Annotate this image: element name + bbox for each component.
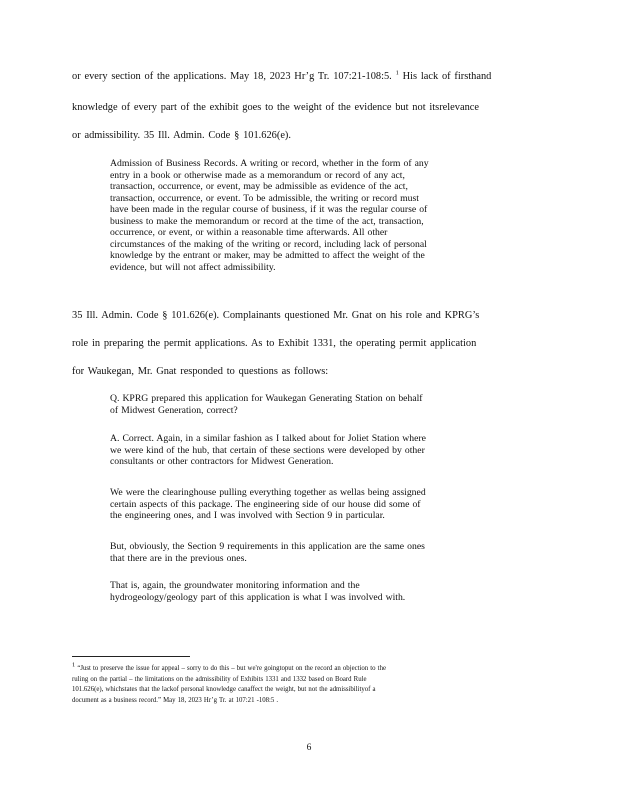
footnote-text: “Just to preserve the issue for appeal – sorry to do this – but we're goingtoput on the record an objection to the	[75, 665, 386, 672]
rule-quote-line: transaction, occurrence, or event. To be admissible, the writing or record must	[110, 192, 419, 204]
testimony-line: hydrogeology/geology part of this application is what I was involved with.	[110, 591, 406, 603]
rule-quote-line: Admission of Business Records. A writing or record, whether in the form of any	[110, 158, 429, 169]
testimony-line: A. Correct. Again, in a similar fashion as I talked about for Joliet Station where	[110, 433, 426, 444]
page-number: 6	[306, 743, 312, 753]
rule-quote-line: occurrence, or event, or within a reasonable time afterwards. All other	[110, 227, 388, 238]
rule-quote-line: have been made in the regular course of business, if it was the regular course of	[110, 204, 428, 215]
body-line-1-tail: His lack of firsthand	[398, 71, 492, 82]
testimony-line: Q. KPRG prepared this application for Waukegan Generating Station on behalf	[110, 393, 423, 404]
rule-quote-line: business to make the memorandum or record at the time of the act, transaction,	[110, 215, 424, 227]
testimony-line: the engineering ones, and I was involved with Section 9 in particular.	[110, 510, 385, 521]
testimony-line: We were the clearinghouse pulling everything together as wellas being assigned	[110, 487, 426, 498]
testimony-answer-3	[110, 541, 495, 564]
testimony-line: of Midwest Generation, correct?	[110, 404, 238, 416]
footnote-line: ruling on the partial – the limitations on the admissibility of Exhibits 1331 and 1332 based on Board Rule	[72, 675, 367, 683]
footnote	[72, 661, 534, 706]
testimony-line: consultants or other contractors for Midwest Generation.	[110, 456, 334, 467]
body-middle-line-1: 35 Ill. Admin. Code § 101.626(e). Complainants questioned Mr. Gnat on his role and KPRG’s	[72, 310, 480, 321]
footnote-line: document as a business record.” May 18, 2023 Hr’g Tr. at 107:21 -108:5 .	[72, 696, 279, 704]
testimony-line: That is, again, the groundwater monitoring information and the	[110, 580, 360, 591]
body-line-2: knowledge of every part of the exhibit goes to the weight of the evidence but not itsrelevance	[72, 102, 479, 113]
footnote-line-1	[72, 661, 534, 675]
testimony-line: But, obviously, the Section 9 requirements in this application are the same ones	[110, 541, 425, 552]
body-line-1	[72, 71, 522, 83]
rule-quote-line: evidence, but will not affect admissibility.	[110, 261, 276, 273]
footnote-reference: 1	[395, 69, 399, 77]
testimony-line: we were kind of the hub, that certain of these sections were developed by other	[110, 444, 425, 456]
footnote-marker: 1	[72, 661, 76, 669]
rule-quote-line: knowledge by the entrant or maker, may be admitted to affect the weight of the	[110, 250, 425, 261]
body-line-1-text: or every section of the applications. May 18, 2023 Hr’g Tr. 107:21-108:5.	[72, 71, 396, 82]
footnote-line: 101.626(e), whichstates that the lackof personal knowledge canaffect the weight, but not the admissibilityof a	[72, 686, 376, 693]
testimony-line: that there are in the previous ones.	[110, 552, 247, 564]
testimony-question	[110, 393, 495, 416]
testimony-answer-4	[110, 580, 495, 603]
body-line-3: or admissibility. 35 Ill. Admin. Code § 101.626(e).	[72, 130, 291, 141]
testimony-answer-2	[110, 487, 495, 522]
rule-quote-line: entry in a book or otherwise made as a memorandum or record of any act,	[110, 169, 405, 181]
testimony-line: certain aspects of this package. The engineering side of our house did some of	[110, 498, 421, 510]
testimony-answer-1	[110, 433, 495, 468]
footnote-separator	[72, 656, 190, 657]
rule-quote-line: transaction, occurrence, or event, may be admissible as evidence of the act,	[110, 181, 408, 192]
body-middle-line-3: for Waukegan, Mr. Gnat responded to questions as follows:	[72, 366, 329, 377]
rule-block-quote	[110, 158, 495, 273]
rule-quote-line: circumstances of the making of the writing or record, including lack of personal	[110, 238, 427, 250]
body-middle-line-2: role in preparing the permit applications. As to Exhibit 1331, the operating permit application	[72, 338, 477, 349]
